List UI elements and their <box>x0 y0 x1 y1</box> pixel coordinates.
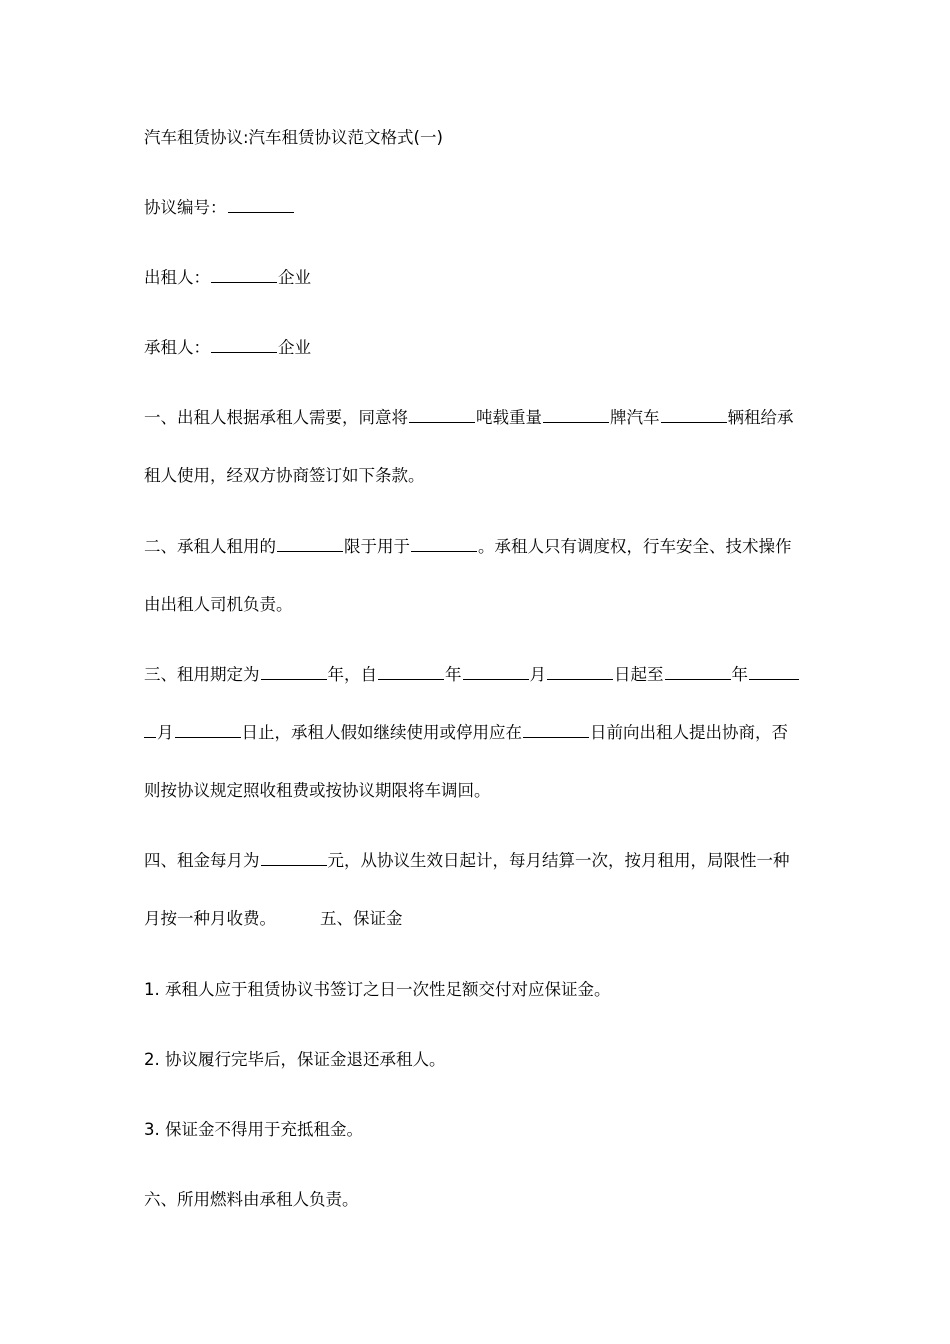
start-month-blank <box>463 678 529 680</box>
clause-1-text-d: 辆租给承 <box>727 408 794 427</box>
usage-blank <box>411 550 477 552</box>
from-text: ，自 <box>344 665 377 684</box>
clause-3-text-last: 则按协议规定照收租费或按协议期限将车调回。 <box>144 781 491 800</box>
brand-blank <box>543 421 609 423</box>
lessee-label: 承租人： <box>144 338 210 357</box>
clause-4-text-a: 四、租金每月为 <box>144 851 260 870</box>
start-year-blank <box>378 678 444 680</box>
agreement-number-line <box>144 196 809 220</box>
lessor-line <box>144 266 809 290</box>
clause-4-line-2 <box>144 907 809 931</box>
term-blank <box>261 678 327 680</box>
before-text: 日前向出租人提出协商，否 <box>590 723 788 742</box>
end-month-blank-part-1 <box>749 678 799 680</box>
tonnage-blank <box>409 421 475 423</box>
clause-6-text: 六、所用燃料由承租人负责。 <box>144 1190 359 1209</box>
rented-item-blank <box>277 550 343 552</box>
deposit-item-2-text: 2. 协议履行完毕后，保证金退还承租人。 <box>144 1050 446 1069</box>
deposit-item-3 <box>144 1118 809 1142</box>
clause-4-text-c: 月按一种月收费。 <box>144 909 276 928</box>
lessor-enterprise: 企业 <box>278 268 311 287</box>
month-text: 月 <box>157 723 174 742</box>
start-day-blank <box>547 678 613 680</box>
clause-1-line-1 <box>144 406 809 430</box>
day-end-text: 日止，承租人假如继续使用或停用应在 <box>241 723 522 742</box>
notice-date-blank <box>523 736 589 738</box>
clause-3-line-2 <box>144 721 809 745</box>
lessor-blank <box>211 281 277 283</box>
deposit-item-3-text: 3. 保证金不得用于充抵租金。 <box>144 1120 363 1139</box>
document-title <box>144 126 809 150</box>
clause-1-text-b: 吨载重量 <box>476 408 542 427</box>
clause-2-text-c: 。承租人只有调度权，行车安全、技术操作 <box>478 537 792 556</box>
clause-1-line-2 <box>144 464 809 488</box>
clause-3-line-1 <box>144 663 809 687</box>
year-text: 年 <box>327 665 344 684</box>
clause-6-line <box>144 1188 809 1212</box>
lessee-line <box>144 336 809 360</box>
clause-1-text-a: 一、出租人根据承租人需要，同意将 <box>144 408 408 427</box>
clause-2-line-2 <box>144 593 809 617</box>
vehicle-count-blank <box>661 421 727 423</box>
agreement-number-blank <box>228 211 294 213</box>
end-month-blank-part-2 <box>144 736 156 738</box>
clause-5-heading: 五、保证金 <box>320 909 403 928</box>
day-to-text: 日起至 <box>614 665 664 684</box>
deposit-item-2 <box>144 1048 809 1072</box>
year-text: 年 <box>731 665 748 684</box>
year-text: 年 <box>445 665 462 684</box>
clause-2-line-1 <box>144 535 809 559</box>
month-text: 月 <box>529 665 546 684</box>
clause-3-text-a: 三、租用期定为 <box>144 665 260 684</box>
clause-2-text-a: 二、承租人租用的 <box>144 537 276 556</box>
deposit-item-1 <box>144 978 809 1002</box>
end-day-blank <box>175 736 241 738</box>
clause-4-text-b: 元，从协议生效日起计，每月结算一次，按月租用，局限性一种 <box>327 851 790 870</box>
lessor-label: 出租人： <box>144 268 210 287</box>
lessee-enterprise: 企业 <box>278 338 311 357</box>
deposit-item-1-text: 1. 承租人应于租赁协议书签订之日一次性足额交付对应保证金。 <box>144 980 611 999</box>
title-text: 汽车租赁协议:汽车租赁协议范文格式(一) <box>144 128 443 147</box>
clause-4-line-1 <box>144 849 809 873</box>
clause-1-text-c: 牌汽车 <box>610 408 660 427</box>
clause-2-text-b: 限于用于 <box>344 537 410 556</box>
rent-amount-blank <box>261 864 327 866</box>
clause-1-text-e: 租人使用，经双方协商签订如下条款。 <box>144 466 425 485</box>
clause-3-line-3 <box>144 779 809 803</box>
end-year-blank <box>665 678 731 680</box>
agreement-number-label: 协议编号： <box>144 198 227 217</box>
lessee-blank <box>211 351 277 353</box>
clause-2-text-d: 由出租人司机负责。 <box>144 595 293 614</box>
